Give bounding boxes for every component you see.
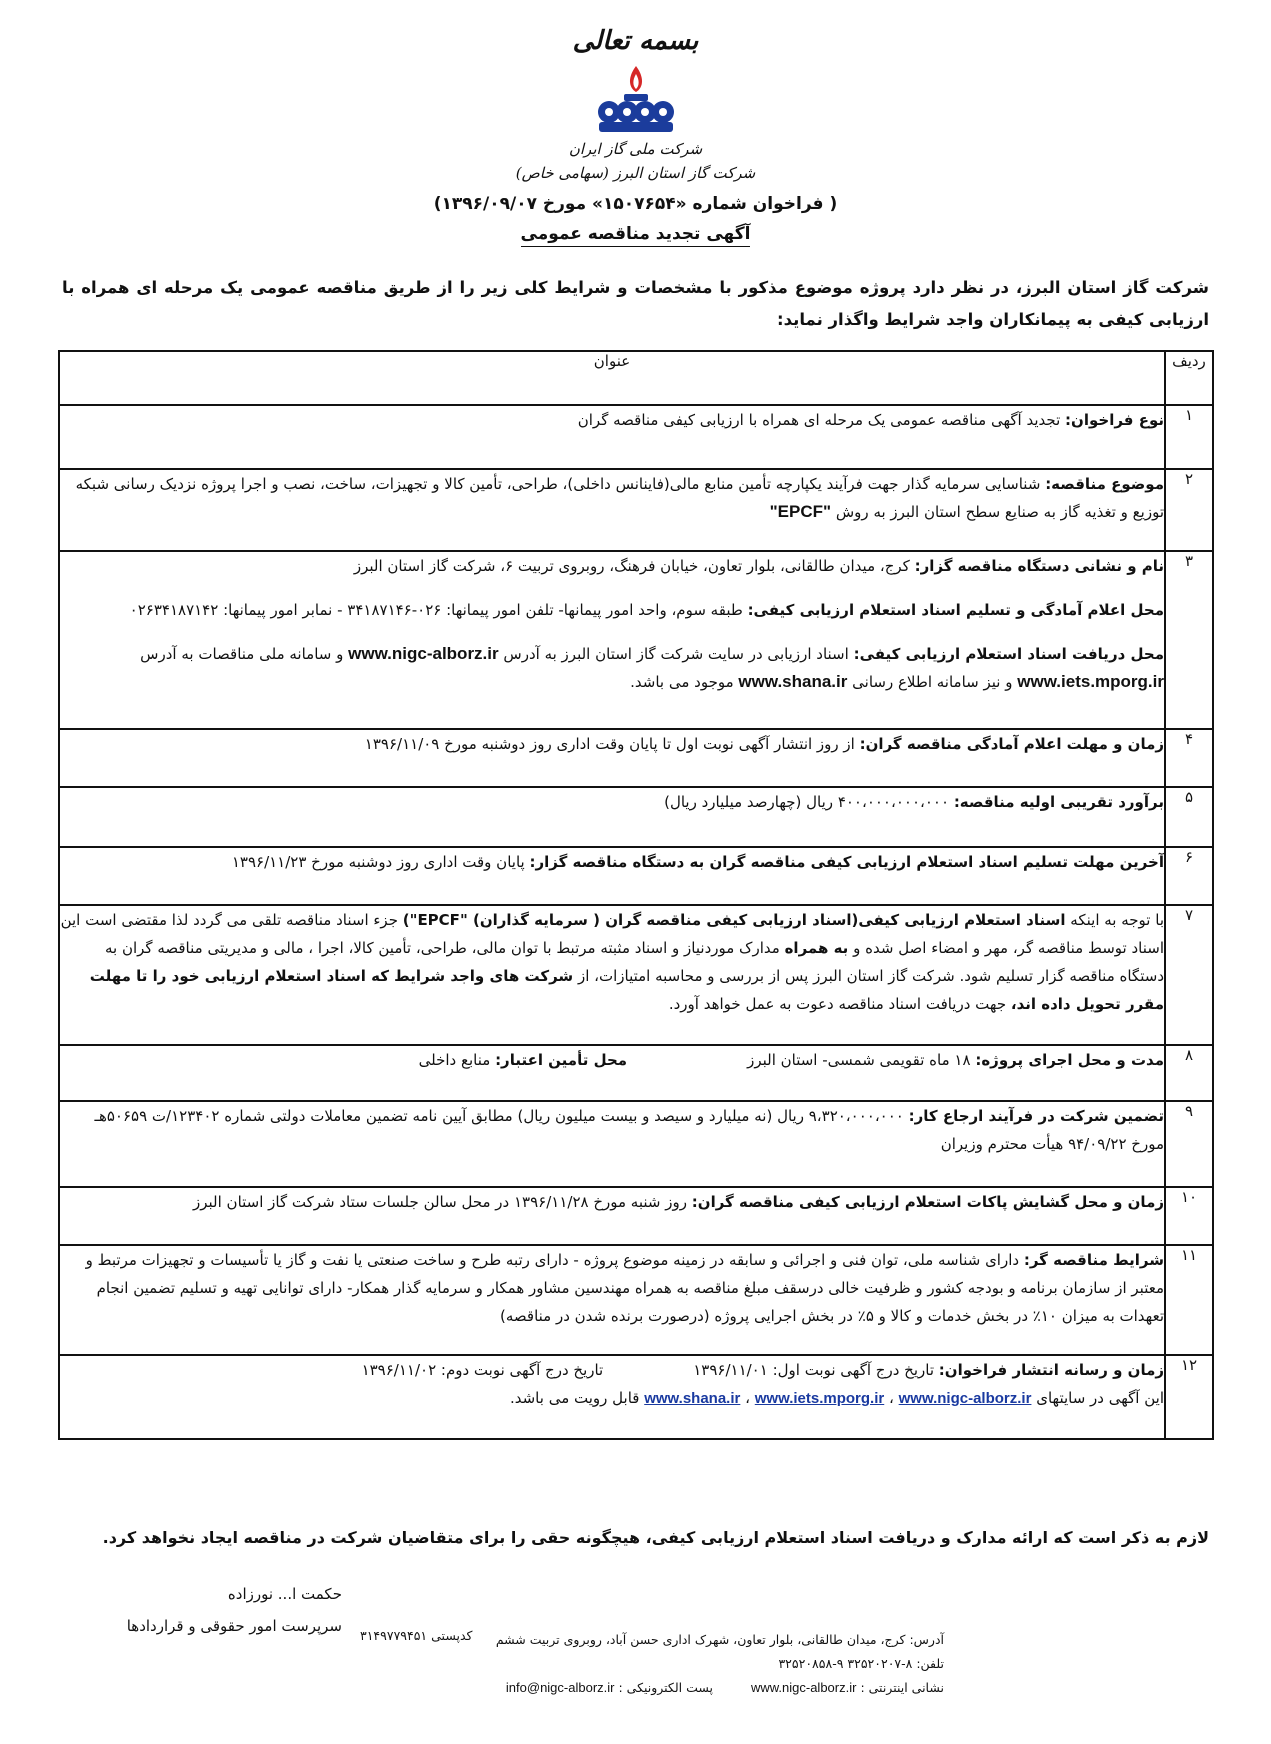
address-line: آدرس: کرج، میدان طالقانی، بلوار تعاون، شهرک اداری حسن آباد، روبروی تربیت ششم	[495, 1632, 944, 1647]
row-index: ۴	[1165, 729, 1213, 787]
row-label: محل اعلام آمادگی و تسلیم اسناد استعلام ارزیابی کیفی:	[747, 601, 1164, 619]
row-text: و نیز سامانه اطلاع رسانی	[852, 673, 1013, 691]
row-content	[59, 405, 1165, 469]
row-text: شناسایی سرمایه گذار جهت فرآیند یکپارچه تأمین منابع مالی(فاینانس داخلی)، طراحی، تأمین کالا و تجهیزات، ساخت، نصب و اجرا پروژه نزدیک رسانی شبکه توزیع و تغذیه گاز به صنایع سطح استان البرز به روش	[75, 475, 1164, 521]
row-label: تضمین شرکت در فرآیند ارجاع کار:	[908, 1107, 1164, 1125]
row-text: اسناد ارزیابی در سایت شرکت گاز استان البرز به آدرس	[503, 645, 849, 663]
postal-code: ۳۱۴۹۷۷۹۴۵۱	[360, 1628, 428, 1643]
header-index: ردیف	[1165, 351, 1213, 405]
email-label: پست الکترونیکی :	[618, 1680, 713, 1695]
row-bold-text: اسناد استعلام ارزیابی کیفی(اسناد ارزیابی کیفی مناقصه گران ( سرمایه گذاران) "EPCF")	[402, 911, 1066, 929]
web-label: نشانی اینترنتی :	[860, 1680, 944, 1695]
site-iets: www.iets.mporg.ir	[1017, 672, 1164, 691]
row-label: شرایط مناقصه گر:	[1023, 1251, 1164, 1269]
row-label: محل دریافت اسناد استعلام ارزیابی کیفی:	[853, 645, 1164, 663]
link-separator: ،	[745, 1389, 750, 1407]
row-text: مدارک موردنیاز و اسناد مثبته مرتبط با توان مالی، طراحی، تأمین کالا، اجرا ، مالی و مدیریتی مناقصه گران به دستگاه مناقصه گزار تسلیم شود. شرکت گاز استان البرز پس از بررسی و محاسبه امتیازات، از	[104, 939, 1164, 985]
row-label: موضوع مناقصه:	[1045, 475, 1164, 493]
table-row	[59, 551, 1213, 729]
notice-title: آگهی تجدید مناقصه عمومی	[521, 224, 751, 247]
footer-note: لازم به ذکر است که ارائه مدارک و دریافت اسناد استعلام ارزیابی کیفی، هیچگونه حقی را برای متقاضیان شرکت در مناقصه ایجاد نخواهد کرد.	[102, 1528, 1209, 1547]
row-content	[59, 469, 1165, 551]
row-label: نام و نشانی دستگاه مناقصه گزار:	[914, 557, 1164, 575]
header-title: عنوان	[59, 351, 1165, 405]
table-row	[59, 1045, 1213, 1101]
company-alborz-name: شرکت گاز استان البرز (سهامی خاص)	[515, 164, 756, 182]
table-row	[59, 787, 1213, 847]
row-text: جهت دریافت اسناد مناقصه دعوت به عمل خواهد آورد.	[668, 995, 1007, 1013]
row-text: روز شنبه مورخ ۱۳۹۶/۱۱/۲۸ در محل سالن جلسات ستاد شرکت گاز استان البرز	[193, 1193, 687, 1211]
row-content	[59, 1355, 1165, 1439]
row-index: ۳	[1165, 551, 1213, 729]
row-text: پایان وقت اداری روز دوشنبه مورخ ۱۳۹۶/۱۱/۲۳	[231, 853, 525, 871]
row-text: ۱۸ ماه تقویمی شمسی- استان البرز	[747, 1051, 971, 1069]
site-nigc-alborz: www.nigc-alborz.ir	[348, 644, 499, 663]
row-text: منابع داخلی	[418, 1051, 491, 1069]
signer-title: سرپرست امور حقوقی و قراردادها	[126, 1617, 342, 1635]
row-content	[59, 551, 1165, 729]
phone-line: تلفن: ۸-۳۲۵۲۰۲۰۷ ۹-۳۲۵۲۰۸۵۸	[778, 1656, 944, 1671]
row-label: زمان و رسانه انتشار فراخوان:	[938, 1361, 1164, 1379]
table-row	[59, 469, 1213, 551]
table-row	[59, 729, 1213, 787]
row-text: جزء اسناد مناقصه تلقی می گردد لذا مقتضی است این اسناد توسط مناقصه گر، مهر و امضاء اصل شده و	[60, 911, 1164, 957]
row-content	[59, 1045, 1165, 1101]
link-shana[interactable]: www.shana.ir	[644, 1390, 741, 1407]
row-text: تجدید آگهی مناقصه عمومی یک مرحله ای همراه با ارزیابی کیفی مناقصه گران	[577, 411, 1061, 429]
row-content	[59, 847, 1165, 905]
web-email-line	[424, 1676, 944, 1700]
call-number: ( فراخوان شماره «۱۵۰۷۶۵۴» مورخ ۱۳۹۶/۰۹/۰۷)	[433, 194, 838, 214]
row-label: زمان و محل گشایش پاکات استعلام ارزیابی کیفی مناقصه گران:	[691, 1193, 1164, 1211]
row-text: موجود می باشد.	[630, 673, 734, 691]
row-text: قابل رویت می باشد.	[509, 1389, 640, 1407]
contact-block	[424, 1628, 944, 1700]
method-epcf: "EPCF"	[769, 502, 832, 521]
row-text: این آگهی در سایتهای	[1036, 1389, 1164, 1407]
table-row	[59, 847, 1213, 905]
row-label: محل تأمین اعتبار:	[495, 1051, 628, 1069]
table-row	[59, 1355, 1213, 1439]
row-text: طبقه سوم، واحد امور پیمانها- تلفن امور پیمانها: ۰۲۶-۳۴۱۸۷۱۴۶ - نمابر امور پیمانها: ۰۲۶۳۴۱۸۷۱۴۲	[129, 601, 743, 619]
row-index: ۹	[1165, 1101, 1213, 1187]
row-index: ۱۱	[1165, 1245, 1213, 1355]
row-content	[59, 1245, 1165, 1355]
table-header-row	[59, 351, 1213, 405]
link-nigc-alborz[interactable]: www.nigc-alborz.ir	[898, 1390, 1032, 1407]
web-address: www.nigc-alborz.ir	[750, 1680, 857, 1695]
row-text: ۴۰۰،۰۰۰،۰۰۰،۰۰۰ ریال (چهارصد میلیارد ریال)	[664, 793, 950, 811]
second-publish-date: تاریخ درج آگهی نوبت دوم: ۱۳۹۶/۱۱/۰۲	[361, 1361, 604, 1379]
row-index: ۱	[1165, 405, 1213, 469]
row-index: ۸	[1165, 1045, 1213, 1101]
row-content	[59, 1101, 1165, 1187]
notice-header	[0, 20, 1271, 247]
row-index: ۱۲	[1165, 1355, 1213, 1439]
signer-name: حکمت ا... نورزاده	[227, 1585, 342, 1603]
link-separator: ،	[889, 1389, 894, 1407]
row-bold-text: شرکت های واجد شرایط که اسناد استعلام ارزیابی خود را تا مهلت مقرر تحویل داده اند،	[89, 967, 1164, 1013]
tender-table	[58, 350, 1214, 1440]
row-label: آخرین مهلت تسلیم اسناد استعلام ارزیابی کیفی مناقصه گران به دستگاه مناقصه گزار:	[529, 853, 1164, 871]
row-index: ۶	[1165, 847, 1213, 905]
site-shana: www.shana.ir	[738, 672, 848, 691]
row-label: نوع فراخوان:	[1065, 411, 1164, 429]
row-content	[59, 787, 1165, 847]
row-content	[59, 905, 1165, 1045]
table-row	[59, 405, 1213, 469]
signer-block	[122, 1578, 342, 1642]
intro-paragraph: شرکت گاز استان البرز، در نظر دارد پروژه موضوع مذکور با مشخصات و شرایط کلی زیر را از طریق مناقصه عمومی یک مرحله ای همراه با ارزیابی کیفی به پیمانکاران واجد شرایط واگذار نماید:	[62, 278, 1209, 329]
table-row	[59, 1101, 1213, 1187]
row-label: مدت و محل اجرای پروژه:	[975, 1051, 1164, 1069]
row-index: ۲	[1165, 469, 1213, 551]
postal-code-line	[360, 1628, 472, 1643]
row-text: از روز انتشار آگهی نوبت اول تا پایان وقت اداری روز دوشنبه مورخ ۱۳۹۶/۱۱/۰۹	[364, 735, 855, 753]
row-index: ۱۰	[1165, 1187, 1213, 1245]
table-row	[59, 1187, 1213, 1245]
row-text: دارای شناسه ملی، توان فنی و اجرائی و سابقه در زمینه موضوع پروژه - دارای رتبه طرح و ساخت صنعتی یا نفت و گاز یا تأسیسات و تجهیزات مرتبط و معتبر از سازمان برنامه و بودجه کشور و ظرفیت خالی درسقف مبلغ مناقصه به همراه مهندسین مشاور همکار و سرمایه گذار همکار- دارای توانایی تهیه و تسلیم تضمین انجام تعهدات به میزان ۱۰٪ در بخش خدمات و کالا و ۵٪ در بخش اجرایی پروژه (درصورت برنده شدن در مناقصه)	[85, 1251, 1164, 1325]
row-label: برآورد تقریبی اولیه مناقصه:	[953, 793, 1164, 811]
row-label: زمان و مهلت اعلام آمادگی مناقصه گران:	[859, 735, 1164, 753]
first-publish-date: تاریخ درج آگهی نوبت اول: ۱۳۹۶/۱۱/۰۱	[693, 1361, 935, 1379]
table-row	[59, 1245, 1213, 1355]
row-text: و سامانه ملی مناقصات به آدرس	[140, 645, 344, 663]
row-index: ۵	[1165, 787, 1213, 847]
company-national-name: شرکت ملی گاز ایران	[568, 140, 703, 158]
row-index: ۷	[1165, 905, 1213, 1045]
row-bold-text: به همراه	[784, 939, 849, 957]
nigc-logo-icon	[591, 62, 681, 138]
row-content	[59, 1187, 1165, 1245]
row-content	[59, 729, 1165, 787]
link-iets[interactable]: www.iets.mporg.ir	[754, 1390, 885, 1407]
bismillah-heading: بسمه تعالی	[572, 26, 699, 56]
email-address: info@nigc-alborz.ir	[505, 1680, 615, 1695]
row-text: با توجه به اینکه	[1070, 911, 1164, 929]
table-row	[59, 905, 1213, 1045]
postal-label: کدپستی	[431, 1628, 473, 1643]
row-text: کرج، میدان طالقانی، بلوار تعاون، خیابان فرهنگ، روبروی تربیت ۶، شرکت گاز استان البرز	[353, 557, 910, 575]
row-text: ۹،۳۲۰،۰۰۰،۰۰۰ ریال (نه میلیارد و سیصد و بیست میلیون ریال) مطابق آیین نامه تضمین معاملات دولتی شماره ۱۲۳۴۰۲/ت ۵۰۶۵۹هـ مورخ ۹۴/۰۹/۲۲ هیأت محترم وزیران	[94, 1107, 1164, 1153]
